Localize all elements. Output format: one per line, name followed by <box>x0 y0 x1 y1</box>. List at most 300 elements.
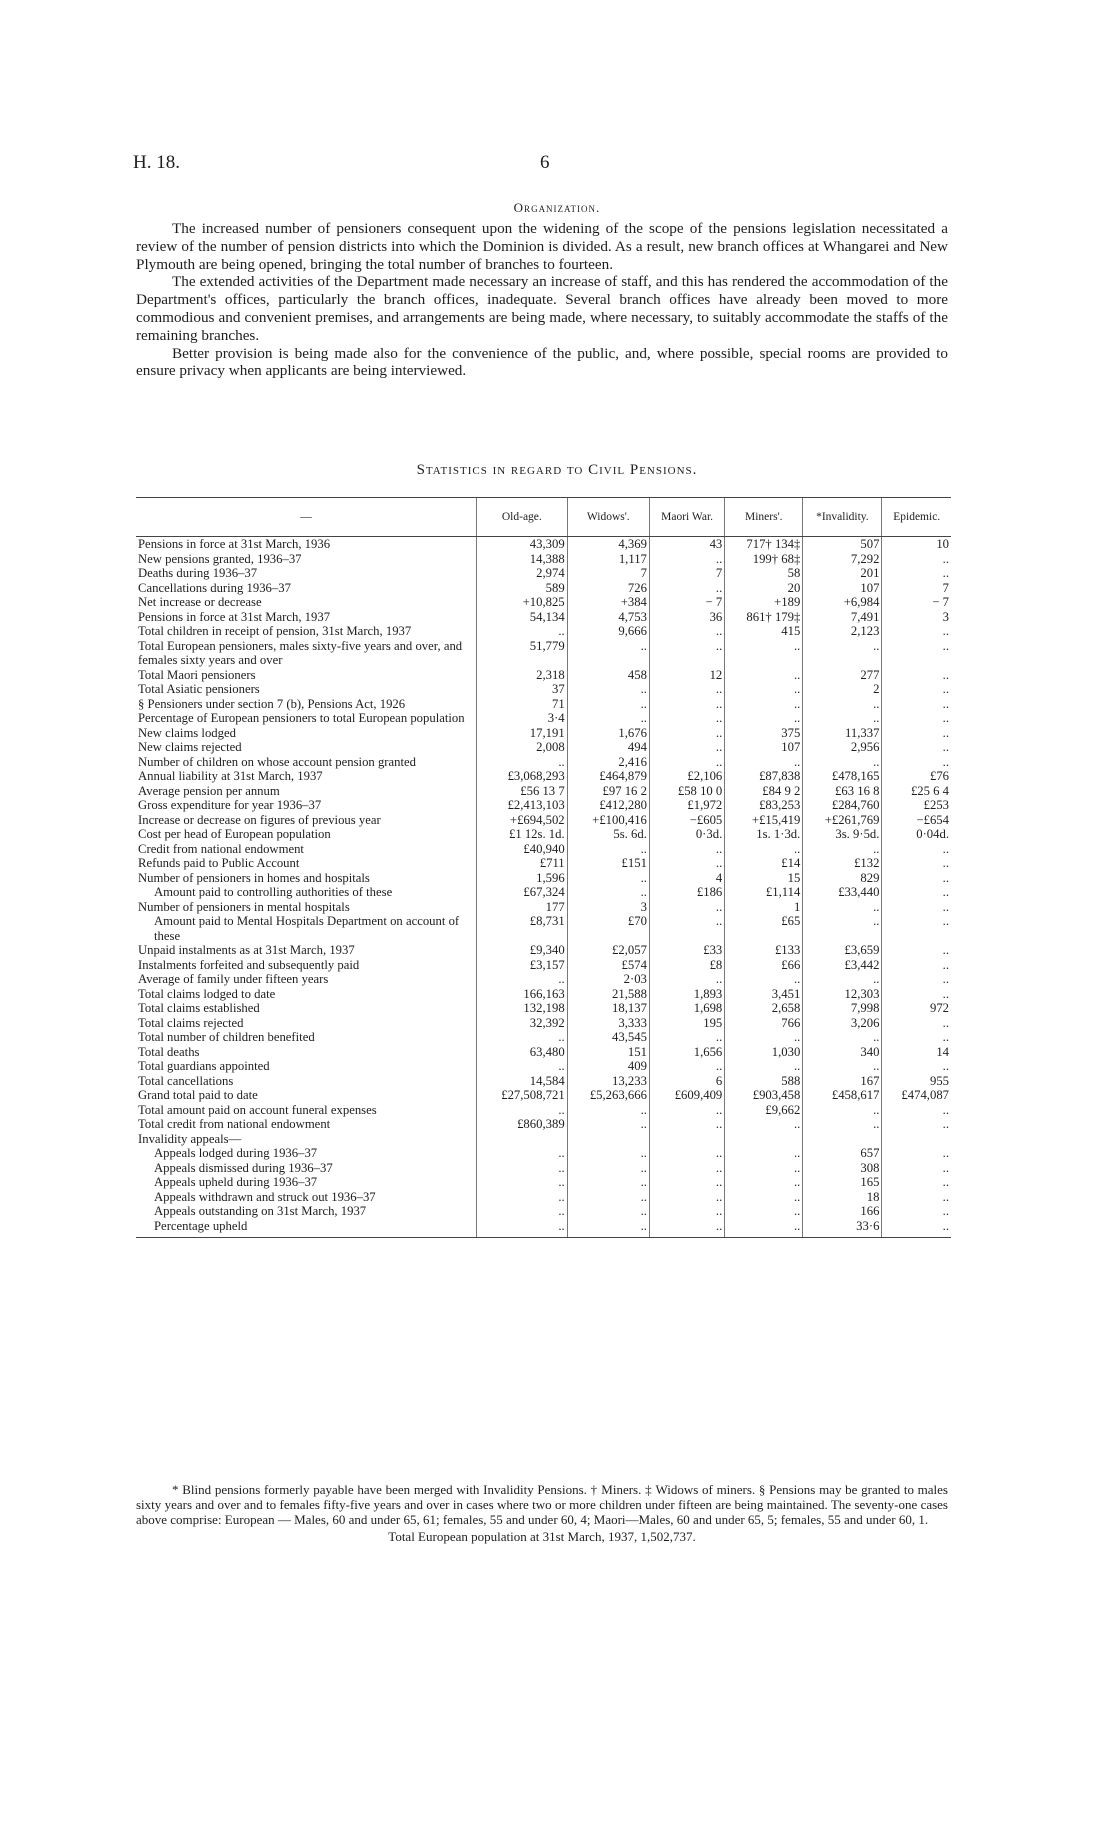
table-cell: .. <box>567 1103 649 1118</box>
table-cell: 588 <box>725 1074 803 1089</box>
table-cell: .. <box>725 682 803 697</box>
table-cell: −£605 <box>649 813 724 828</box>
table-cell: £65 <box>725 914 803 943</box>
table-cell: .. <box>649 755 724 770</box>
table-row <box>136 914 951 943</box>
row-label: Appeals withdrawn and struck out 1936–37 <box>154 1189 376 1204</box>
table-cell: 1,676 <box>567 726 649 741</box>
table-cell: +10,825 <box>477 595 568 610</box>
table-cell: .. <box>567 711 649 726</box>
table-cell: £66 <box>725 958 803 973</box>
table-cell: .. <box>649 740 724 755</box>
table-cell: .. <box>803 697 882 712</box>
table-cell: 14,584 <box>477 1074 568 1089</box>
table-cell: 2,416 <box>567 755 649 770</box>
column-header: Old-age. <box>477 498 568 537</box>
table-cell: 195 <box>649 1016 724 1031</box>
table-cell: 2,008 <box>477 740 568 755</box>
table-cell: +£15,419 <box>725 813 803 828</box>
table-cell: 7,292 <box>803 552 882 567</box>
table-cell: £76 <box>882 769 951 784</box>
table-cell: 33·6 <box>803 1219 882 1238</box>
table-cell: .. <box>882 711 951 726</box>
row-label: Total guardians appointed <box>138 1059 270 1073</box>
statistics-table-container <box>136 497 951 1238</box>
table-cell: .. <box>725 1190 803 1205</box>
table-cell: .. <box>649 726 724 741</box>
table-cell: .. <box>649 900 724 915</box>
table-cell: £1,114 <box>725 885 803 900</box>
table-cell: 415 <box>725 624 803 639</box>
table-cell: .. <box>649 856 724 871</box>
table-cell: 3,333 <box>567 1016 649 1031</box>
table-cell: £3,068,293 <box>477 769 568 784</box>
row-label: New claims rejected <box>138 740 242 754</box>
table-cell: .. <box>567 1146 649 1161</box>
paragraph: The extended activities of the Department made necessary an increase of staff, and this has rendered the accommodation of the Department's offices, particularly the branch offices, inadequate. Several branch offices have already been moved to more commodious and convenient premises, and arrangements are being made, where necessary, to suitably accommodate the staffs of the remaining branches. <box>136 273 948 344</box>
table-row <box>136 711 951 726</box>
table-cell: .. <box>567 1190 649 1205</box>
table-cell: £84 9 2 <box>725 784 803 799</box>
table-cell: 4,369 <box>567 537 649 552</box>
table-cell: .. <box>477 1204 568 1219</box>
table-cell: 51,779 <box>477 639 568 668</box>
table-cell: 18 <box>803 1190 882 1205</box>
table-cell: 409 <box>567 1059 649 1074</box>
table-cell: £8,731 <box>477 914 568 943</box>
table-cell: .. <box>882 682 951 697</box>
table-cell: .. <box>882 842 951 857</box>
table-cell <box>803 1132 882 1147</box>
table-cell: 1,656 <box>649 1045 724 1060</box>
row-label: Total claims lodged to date <box>138 986 276 1001</box>
row-label: Pensions in force at 31st March, 1937 <box>138 609 331 624</box>
table-cell: .. <box>567 1161 649 1176</box>
table-cell: 6 <box>649 1074 724 1089</box>
table-cell: .. <box>882 1204 951 1219</box>
table-cell: £83,253 <box>725 798 803 813</box>
table-cell: .. <box>477 1103 568 1118</box>
table-cell: 726 <box>567 581 649 596</box>
table-cell: .. <box>725 842 803 857</box>
table-cell: 10 <box>882 537 951 552</box>
table-cell: .. <box>882 900 951 915</box>
table-cell: 11,337 <box>803 726 882 741</box>
table-cell: .. <box>725 1219 803 1238</box>
table-cell: 2 <box>803 682 882 697</box>
table-cell: .. <box>882 697 951 712</box>
table-row <box>136 624 951 639</box>
table-cell: .. <box>882 755 951 770</box>
table-cell: 0·04d. <box>882 827 951 842</box>
table-cell: 43,309 <box>477 537 568 552</box>
row-label: Total Asiatic pensioners <box>138 682 260 696</box>
table-cell: £284,760 <box>803 798 882 813</box>
table-cell: £903,458 <box>725 1088 803 1103</box>
table-row <box>136 1088 951 1103</box>
table-cell: .. <box>477 1219 568 1238</box>
table-row <box>136 900 951 915</box>
column-header: Maori War. <box>649 498 724 537</box>
table-cell: .. <box>649 1030 724 1045</box>
table-cell: £33 <box>649 943 724 958</box>
column-header: — <box>136 498 477 537</box>
table-cell: 43,545 <box>567 1030 649 1045</box>
table-cell: £2,106 <box>649 769 724 784</box>
table-cell: 7,998 <box>803 1001 882 1016</box>
row-label: Annual liability at 31st March, 1937 <box>138 769 323 783</box>
table-cell: .. <box>882 1016 951 1031</box>
row-label: Increase or decrease on figures of previous year <box>138 812 381 827</box>
table-cell: 972 <box>882 1001 951 1016</box>
row-label: Amount paid to Mental Hospitals Department on account of these <box>154 914 460 943</box>
table-cell: £3,442 <box>803 958 882 973</box>
table-cell: £3,157 <box>477 958 568 973</box>
row-label: Amount paid to controlling authorities of these <box>154 885 393 899</box>
table-cell: £2,057 <box>567 943 649 958</box>
table-row <box>136 856 951 871</box>
table-cell: 494 <box>567 740 649 755</box>
table-cell: 15 <box>725 871 803 886</box>
table-cell: 107 <box>725 740 803 755</box>
table-cell: .. <box>882 943 951 958</box>
table-cell: 955 <box>882 1074 951 1089</box>
table-cell: .. <box>882 914 951 943</box>
table-cell: 1,698 <box>649 1001 724 1016</box>
table-cell: .. <box>477 1161 568 1176</box>
table-cell: 1s. 1·3d. <box>725 827 803 842</box>
table-cell: 1,596 <box>477 871 568 886</box>
table-cell: 165 <box>803 1175 882 1190</box>
table-cell: .. <box>882 1103 951 1118</box>
row-label: Refunds paid to Public Account <box>138 856 300 870</box>
row-label: Number of pensioners in homes and hospitals <box>138 870 370 885</box>
row-label: Unpaid instalments as at 31st March, 1937 <box>138 943 355 957</box>
table-cell: .. <box>649 624 724 639</box>
table-cell: £97 16 2 <box>567 784 649 799</box>
row-label: Total cancellations <box>138 1073 234 1088</box>
table-cell: .. <box>649 682 724 697</box>
table-row <box>136 537 951 552</box>
table-row <box>136 610 951 625</box>
table-cell: 5s. 6d. <box>567 827 649 842</box>
table-cell: .. <box>803 639 882 668</box>
table-cell: .. <box>477 755 568 770</box>
table-cell: .. <box>882 1030 951 1045</box>
row-label: Total children in receipt of pension, 31st March, 1937 <box>138 624 412 638</box>
table-cell: .. <box>882 958 951 973</box>
row-label: Total number of children benefited <box>138 1030 315 1044</box>
row-label: Total claims rejected <box>138 1015 244 1030</box>
table-cell: 507 <box>803 537 882 552</box>
paragraph: Better provision is being made also for the convenience of the public, and, where possible, special rooms are provided to ensure privacy when applicants are being interviewed. <box>136 344 948 380</box>
table-cell: £25 6 4 <box>882 784 951 799</box>
table-cell: £711 <box>477 856 568 871</box>
table-cell: .. <box>649 842 724 857</box>
table-cell: £860,389 <box>477 1117 568 1132</box>
table-cell: 7 <box>649 566 724 581</box>
table-cell: .. <box>567 697 649 712</box>
table-cell: £3,659 <box>803 943 882 958</box>
row-label: Cancellations during 1936–37 <box>138 580 291 595</box>
table-cell: 3 <box>882 610 951 625</box>
table-cell: .. <box>803 1103 882 1118</box>
table-cell: 0·3d. <box>649 827 724 842</box>
table-cell: .. <box>649 914 724 943</box>
table-cell: .. <box>882 1190 951 1205</box>
table-cell: 2,956 <box>803 740 882 755</box>
table-cell: £412,280 <box>567 798 649 813</box>
table-row <box>136 1146 951 1161</box>
table-cell: £1 12s. 1d. <box>477 827 568 842</box>
table-cell: .. <box>725 668 803 683</box>
table-cell: 20 <box>725 581 803 596</box>
table-cell: £133 <box>725 943 803 958</box>
table-cell: £478,165 <box>803 769 882 784</box>
table-cell <box>725 1132 803 1147</box>
table-cell: .. <box>725 1175 803 1190</box>
table-cell: .. <box>649 1146 724 1161</box>
table-cell: .. <box>567 1204 649 1219</box>
table-cell: 58 <box>725 566 803 581</box>
table-cell: 54,134 <box>477 610 568 625</box>
table-cell: 71 <box>477 697 568 712</box>
table-row <box>136 740 951 755</box>
table-cell: .. <box>803 1117 882 1132</box>
table-row <box>136 1103 951 1118</box>
row-label: Total claims established <box>138 1001 260 1015</box>
table-row <box>136 842 951 857</box>
table-cell: .. <box>477 1146 568 1161</box>
organization-heading: Organization. <box>513 200 601 215</box>
table-cell: £27,508,721 <box>477 1088 568 1103</box>
table-cell: .. <box>725 639 803 668</box>
table-cell <box>477 1132 568 1147</box>
table-row <box>136 1117 951 1132</box>
table-cell: 3s. 9·5d. <box>803 827 882 842</box>
table-cell: .. <box>567 639 649 668</box>
table-cell: .. <box>477 972 568 987</box>
table-cell: 199† 68‡ <box>725 552 803 567</box>
table-cell: .. <box>725 755 803 770</box>
footnote: * Blind pensions formerly payable have been merged with Invalidity Pensions. † Miners. ‡ Widows of miners. § Pensions may be granted to males sixty years and over and to females fifty-five years and over in cases where two or more children under fifteen are being maintained. The seventy-one cases above comprise: European — Males, 60 and under 65, 61; females, 55 and under 60, 4; Maori—Males, 60 and under 65, 5; females, 55 and under 60, 1. <box>136 1482 948 1527</box>
table-row <box>136 1204 951 1219</box>
table-cell: 589 <box>477 581 568 596</box>
table-row <box>136 769 951 784</box>
table-cell: 1 <box>725 900 803 915</box>
table-cell: £87,838 <box>725 769 803 784</box>
table-row <box>136 958 951 973</box>
table-cell: .. <box>649 639 724 668</box>
table-cell: 12 <box>649 668 724 683</box>
table-cell: 2,123 <box>803 624 882 639</box>
table-cell: +189 <box>725 595 803 610</box>
table-cell: 340 <box>803 1045 882 1060</box>
table-cell: £609,409 <box>649 1088 724 1103</box>
table-cell: .. <box>882 972 951 987</box>
table-row <box>136 1132 951 1147</box>
table-row <box>136 581 951 596</box>
table-cell: 657 <box>803 1146 882 1161</box>
table-row <box>136 1161 951 1176</box>
table-cell: −£654 <box>882 813 951 828</box>
table-cell: .. <box>567 871 649 886</box>
table-cell: £574 <box>567 958 649 973</box>
table-row <box>136 827 951 842</box>
table-cell: .. <box>882 1161 951 1176</box>
table-row <box>136 552 951 567</box>
table-row <box>136 639 951 668</box>
table-cell: 177 <box>477 900 568 915</box>
table-cell: .. <box>477 624 568 639</box>
table-cell: 14 <box>882 1045 951 1060</box>
column-header: *Invalidity. <box>803 498 882 537</box>
table-cell: 63,480 <box>477 1045 568 1060</box>
row-label: Total credit from national endowment <box>138 1117 331 1131</box>
table-cell: .. <box>725 1204 803 1219</box>
row-label: Total deaths <box>138 1044 200 1059</box>
table-cell: 132,198 <box>477 1001 568 1016</box>
page-ref: H. 18. <box>133 152 180 173</box>
table-cell: 166 <box>803 1204 882 1219</box>
table-cell: 375 <box>725 726 803 741</box>
row-label: Deaths during 1936–37 <box>138 566 258 580</box>
table-cell: 717† 134‡ <box>725 537 803 552</box>
table-cell: .. <box>477 1175 568 1190</box>
table-cell: .. <box>567 842 649 857</box>
table-cell: .. <box>477 1030 568 1045</box>
table-cell: .. <box>882 856 951 871</box>
row-label: Instalments forfeited and subsequently paid <box>138 957 360 972</box>
table-cell: 829 <box>803 871 882 886</box>
table-cell: £458,617 <box>803 1088 882 1103</box>
row-label: Credit from national endowment <box>138 841 304 856</box>
table-cell: £70 <box>567 914 649 943</box>
row-label: New pensions granted, 1936–37 <box>138 551 302 566</box>
table-row <box>136 987 951 1002</box>
table-cell: 3,206 <box>803 1016 882 1031</box>
statistics-table <box>136 497 951 1238</box>
table-cell: £186 <box>649 885 724 900</box>
table-cell: .. <box>649 1204 724 1219</box>
table-cell: 2·03 <box>567 972 649 987</box>
table-cell: +£100,416 <box>567 813 649 828</box>
table-cell: .. <box>649 1103 724 1118</box>
table-cell: .. <box>567 1219 649 1238</box>
row-label: Total amount paid on account funeral expenses <box>138 1102 377 1117</box>
table-cell: 18,137 <box>567 1001 649 1016</box>
table-cell: .. <box>803 842 882 857</box>
table-cell: .. <box>725 1117 803 1132</box>
table-cell: 36 <box>649 610 724 625</box>
table-cell: £151 <box>567 856 649 871</box>
row-label: Percentage of European pensioners to total European population <box>138 711 465 725</box>
row-label: Average pension per annum <box>138 783 280 798</box>
table-cell: £132 <box>803 856 882 871</box>
table-cell: .. <box>649 581 724 596</box>
table-row <box>136 755 951 770</box>
table-row <box>136 1045 951 1060</box>
table-cell: .. <box>649 697 724 712</box>
table-cell: .. <box>649 1161 724 1176</box>
table-row <box>136 972 951 987</box>
row-label: Invalidity appeals— <box>138 1131 242 1146</box>
table-cell: .. <box>725 697 803 712</box>
table-cell: 1,893 <box>649 987 724 1002</box>
table-cell: £33,440 <box>803 885 882 900</box>
table-cell: 21,588 <box>567 987 649 1002</box>
table-cell: 3,451 <box>725 987 803 1002</box>
row-label: Pensions in force at 31st March, 1936 <box>138 537 331 551</box>
table-cell: .. <box>803 914 882 943</box>
table-cell: .. <box>649 711 724 726</box>
table-cell: £1,972 <box>649 798 724 813</box>
table-cell: 7 <box>567 566 649 581</box>
table-cell: .. <box>725 1146 803 1161</box>
table-row <box>136 813 951 828</box>
footnotes <box>136 1482 948 1544</box>
table-cell: £14 <box>725 856 803 871</box>
table-cell: 14,388 <box>477 552 568 567</box>
table-cell: 4 <box>649 871 724 886</box>
table-cell: 766 <box>725 1016 803 1031</box>
table-cell: .. <box>882 624 951 639</box>
table-cell: 1,117 <box>567 552 649 567</box>
table-row <box>136 871 951 886</box>
row-label: Net increase or decrease <box>138 595 262 609</box>
table-row <box>136 784 951 799</box>
table-cell: .. <box>882 566 951 581</box>
table-cell: 2,318 <box>477 668 568 683</box>
table-cell: .. <box>649 1059 724 1074</box>
table-row <box>136 697 951 712</box>
table-cell: .. <box>477 1059 568 1074</box>
table-cell: .. <box>725 972 803 987</box>
table-cell: 17,191 <box>477 726 568 741</box>
table-row <box>136 682 951 697</box>
table-cell: 2,658 <box>725 1001 803 1016</box>
table-row <box>136 726 951 741</box>
table-cell: .. <box>882 726 951 741</box>
table-cell: .. <box>882 1059 951 1074</box>
row-label: Number of children on whose account pension granted <box>138 754 416 769</box>
table-cell <box>882 1132 951 1147</box>
table-cell: 3·4 <box>477 711 568 726</box>
table-cell: 107 <box>803 581 882 596</box>
row-label: Total Maori pensioners <box>138 667 256 682</box>
table-cell: .. <box>567 1175 649 1190</box>
table-cell: £40,940 <box>477 842 568 857</box>
table-header-row <box>136 498 951 537</box>
row-label: Gross expenditure for year 1936–37 <box>138 798 322 812</box>
table-cell: .. <box>649 1175 724 1190</box>
table-row <box>136 1030 951 1045</box>
table-cell: 166,163 <box>477 987 568 1002</box>
paragraph: The increased number of pensioners consequent upon the widening of the scope of the pensions legislation necessitated a review of the number of pension districts into which the Dominion is divided. As a result, new branch offices at Whangarei and New Plymouth are being opened, bringing the total number of branches to fourteen. <box>136 220 948 273</box>
table-cell: .. <box>882 639 951 668</box>
table-row <box>136 1219 951 1238</box>
table-cell: .. <box>803 1059 882 1074</box>
table-cell: .. <box>882 1175 951 1190</box>
table-row <box>136 1059 951 1074</box>
table-cell: £67,324 <box>477 885 568 900</box>
table-cell: .. <box>725 1059 803 1074</box>
table-cell: 7,491 <box>803 610 882 625</box>
page-number: 6 <box>540 152 550 173</box>
table-cell: £58 10 0 <box>649 784 724 799</box>
table-row <box>136 798 951 813</box>
table-cell: £5,263,666 <box>567 1088 649 1103</box>
